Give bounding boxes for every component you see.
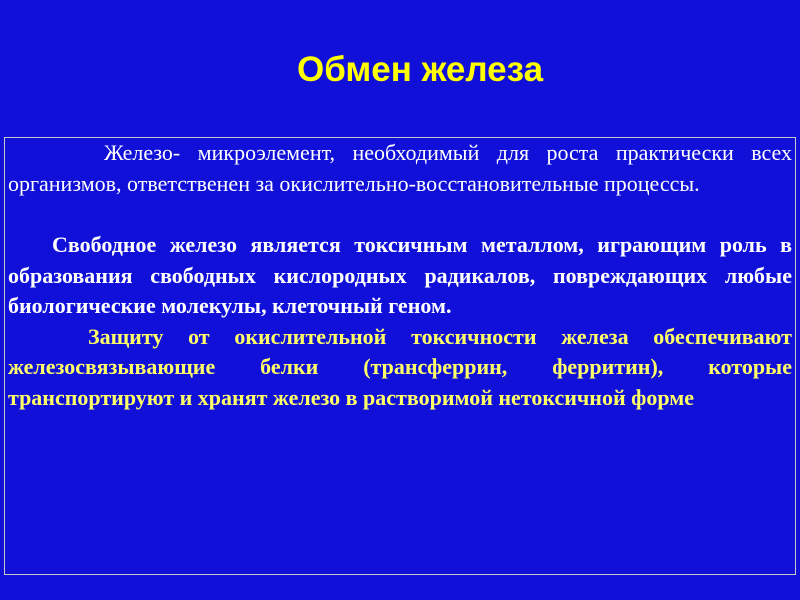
slide-body — [8, 138, 792, 413]
paragraph-free-iron-toxicity: Свободное железо является токсичным металлом, играющим роль в образования свободных кислородных радикалов, повреждающих любые биологические молекулы, клеточный геном. — [8, 232, 792, 318]
paragraph-iron-binding-proteins: Защиту от окислительной токсичности железа обеспечивают железосвязывающие белки (трансферрин, ферритин), которые транспортируют и хранят железо в растворимой нетоксичной форме — [8, 323, 792, 410]
paragraph-iron-definition: Железо- микроэлемент, необходимый для роста практически всех организмов, ответственен за окислительно-восстановительные процессы. — [8, 140, 792, 196]
slide-title: Обмен железа — [296, 50, 544, 89]
